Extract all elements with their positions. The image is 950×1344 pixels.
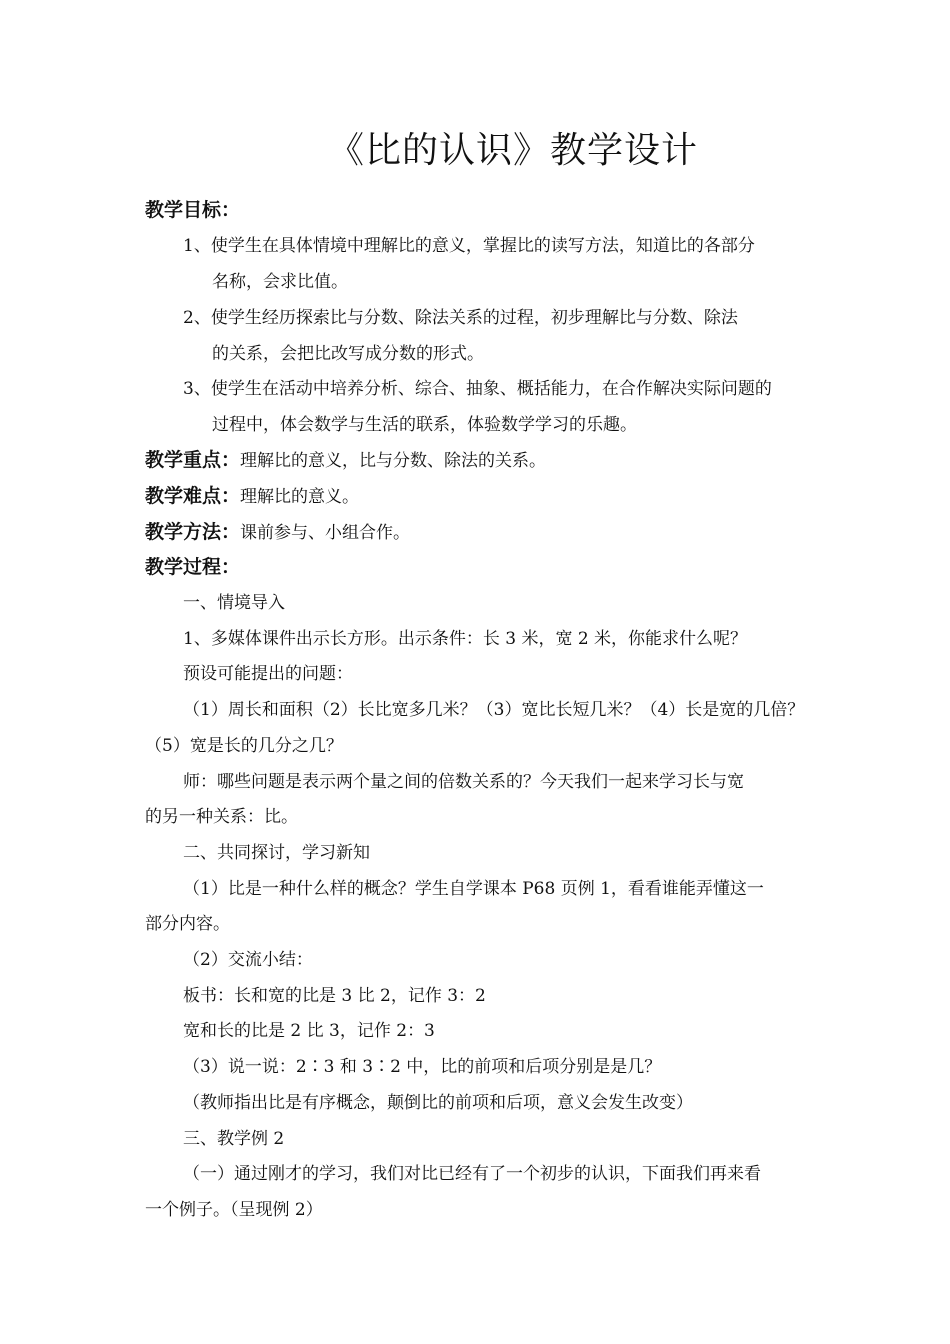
goal-2-line-1: 2、使学生经历探索比与分数、除法关系的过程，初步理解比与分数、除法 [183,308,738,328]
method-text: 课前参与、小组合作。 [240,523,411,543]
paragraph: （1）比是一种什么样的概念？学生自学课本 P68 页例 1，看看谁能弄懂这一 [183,879,764,899]
paragraph: （3）说一说：2∶3 和 3∶2 中，比的前项和后项分别是是几？ [183,1057,662,1077]
goal-1-line-2: 名称，会求比值。 [212,272,348,292]
section-1-heading: 一、情境导入 [183,593,285,613]
paragraph: 预设可能提出的问题： [183,664,353,684]
key-point-row [145,448,546,473]
paragraph: 1、多媒体课件出示长方形。出示条件：长 3 米，宽 2 米，你能求什么呢？ [183,629,748,649]
goal-1-line-1: 1、使学生在具体情境中理解比的意义，掌握比的读写方法，知道比的各部分 [183,236,755,256]
paragraph: 师：哪些问题是表示两个量之间的倍数关系的？今天我们一起来学习长与宽 [183,772,744,792]
key-point-label: 教学重点： [145,449,241,471]
paragraph: 宽和长的比是 2 比 3，记作 2：3 [183,1021,435,1041]
paragraph: （5）宽是长的几分之几？ [145,736,343,756]
paragraph: （2）交流小结： [183,950,313,970]
section-3-heading: 三、教学例 2 [183,1129,285,1149]
difficulty-row [145,484,359,509]
goal-3-line-2: 过程中，体会数学与生活的联系，体验数学学习的乐趣。 [212,415,637,435]
paragraph: （教师指出比是有序概念，颠倒比的前项和后项，意义会发生改变） [183,1093,693,1113]
difficulty-text: 理解比的意义。 [240,487,360,507]
goals-heading: 教学目标： [145,199,241,221]
goal-2-line-2: 的关系，会把比改写成分数的形式。 [212,344,484,364]
paragraph: 部分内容。 [145,914,230,934]
method-label: 教学方法： [145,521,241,543]
paragraph: 一个例子。（呈现例 2） [145,1200,323,1220]
page-title: 《比的认识》教学设计 [328,130,699,171]
key-point-text: 理解比的意义，比与分数、除法的关系。 [240,451,547,471]
paragraph: 的另一种关系：比。 [145,807,298,827]
method-row [145,520,410,545]
difficulty-label: 教学难点： [145,485,241,507]
paragraph: 板书：长和宽的比是 3 比 2，记作 3：2 [183,986,486,1006]
paragraph: （1）周长和面积（2）长比宽多几米？（3）宽比长短几米？（4）长是宽的几倍？ [183,700,805,720]
paragraph: （一）通过刚才的学习，我们对比已经有了一个初步的认识，下面我们再来看 [183,1164,761,1184]
process-heading: 教学过程： [145,556,241,578]
section-2-heading: 二、共同探讨，学习新知 [183,843,370,863]
goal-3-line-1: 3、使学生在活动中培养分析、综合、抽象、概括能力，在合作解决实际问题的 [183,379,772,399]
